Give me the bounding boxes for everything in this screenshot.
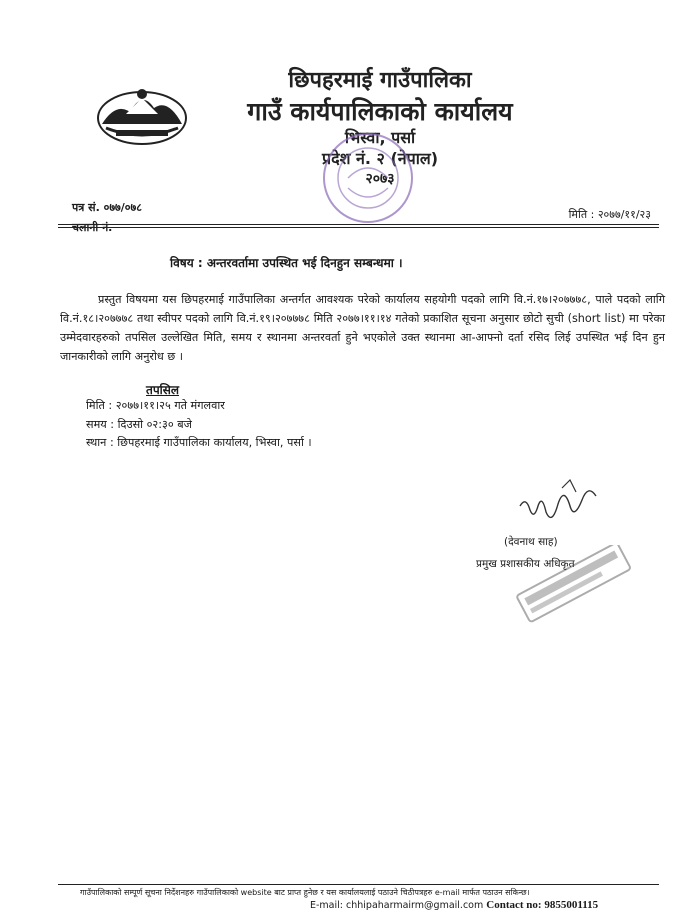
header-divider bbox=[58, 224, 659, 225]
established-year: २०७३ bbox=[365, 171, 395, 187]
schedule-place: स्थान : छिपहरमाई गाउँपालिका कार्यालय, भिस्वा, पर्सा । bbox=[86, 436, 312, 449]
footer-contact bbox=[310, 899, 598, 911]
office-stamp-seal bbox=[318, 128, 418, 228]
footer-divider bbox=[58, 884, 659, 885]
schedule-time: समय : दिउसो ०२:३० बजे bbox=[86, 418, 192, 431]
handwritten-signature bbox=[512, 476, 602, 536]
office-location: भिस्वा, पर्सा bbox=[344, 128, 416, 147]
letter-body: प्रस्तुत विषयमा यस छिपहरमाई गाउँपालिका अन्तर्गत आवश्यक परेको कार्यालय सहयोगी पदको लागि वि.नं.१७।२०७७७८, पाले पदको लागि वि.नं.१८।२०७७७८ तथा स्वीपर पदको लागि वि.नं.१९।२०७७७८ मिति २०७७।११।१४ गतेको प्रकाशित सूचना अनुसार छोटो सुची (short list) मा परेका उम्मेदवारहरुको तपसिल उल्लेखित मिति, समय र स्थानमा अन्तरवर्ता हुने भएकोले उक्त स्थानमा आ-आफ्नो दर्ता रसिद लिई उपस्थित भई दिन हुन जानकारीको लागि अनुरोध छ । bbox=[60, 293, 665, 363]
schedule-heading: तपसिल bbox=[146, 383, 180, 397]
header-divider-secondary bbox=[58, 227, 659, 228]
municipality-name: छिपहरमाई गाउँपालिका bbox=[288, 68, 472, 93]
province-name: प्रदेश नं. २ (नेपाल) bbox=[321, 149, 439, 168]
footer-email[interactable]: E-mail: chhipaharmairm@gmail.com bbox=[310, 900, 484, 911]
footer-phone: Contact no: 9855001115 bbox=[486, 899, 599, 911]
nepal-emblem-logo bbox=[96, 84, 188, 146]
signatory-designation: प्रमुख प्रशासकीय अधिकृत bbox=[476, 558, 575, 570]
office-name: गाउँ कार्यपालिकाको कार्यालय bbox=[247, 97, 513, 126]
letter-date: मिति : २०७७/११/२३ bbox=[568, 208, 651, 221]
footer-notice: गाउँपालिकाको सम्पूर्ण सूचना निर्देशनहरु गाउँपालिकाको website बाट प्राप्त हुनेछ र यस कार्यालयलाई पठाउने चिठीपत्रहरु e-mail मार्फत पठाउन सकिन्छ। bbox=[80, 888, 530, 897]
dispatch-number: चलानी नं. bbox=[72, 221, 113, 234]
letter-reference-number: पत्र सं. ०७७/०७८ bbox=[72, 201, 142, 214]
schedule-date: मिति : २०७७।११।२५ गते मंगलवार bbox=[86, 399, 225, 412]
letter-subject: विषय : अन्तरवर्तामा उपस्थित भई दिनहुन सम्बन्धमा । bbox=[170, 256, 403, 270]
signatory-name: (देवनाथ साह) bbox=[504, 536, 558, 548]
